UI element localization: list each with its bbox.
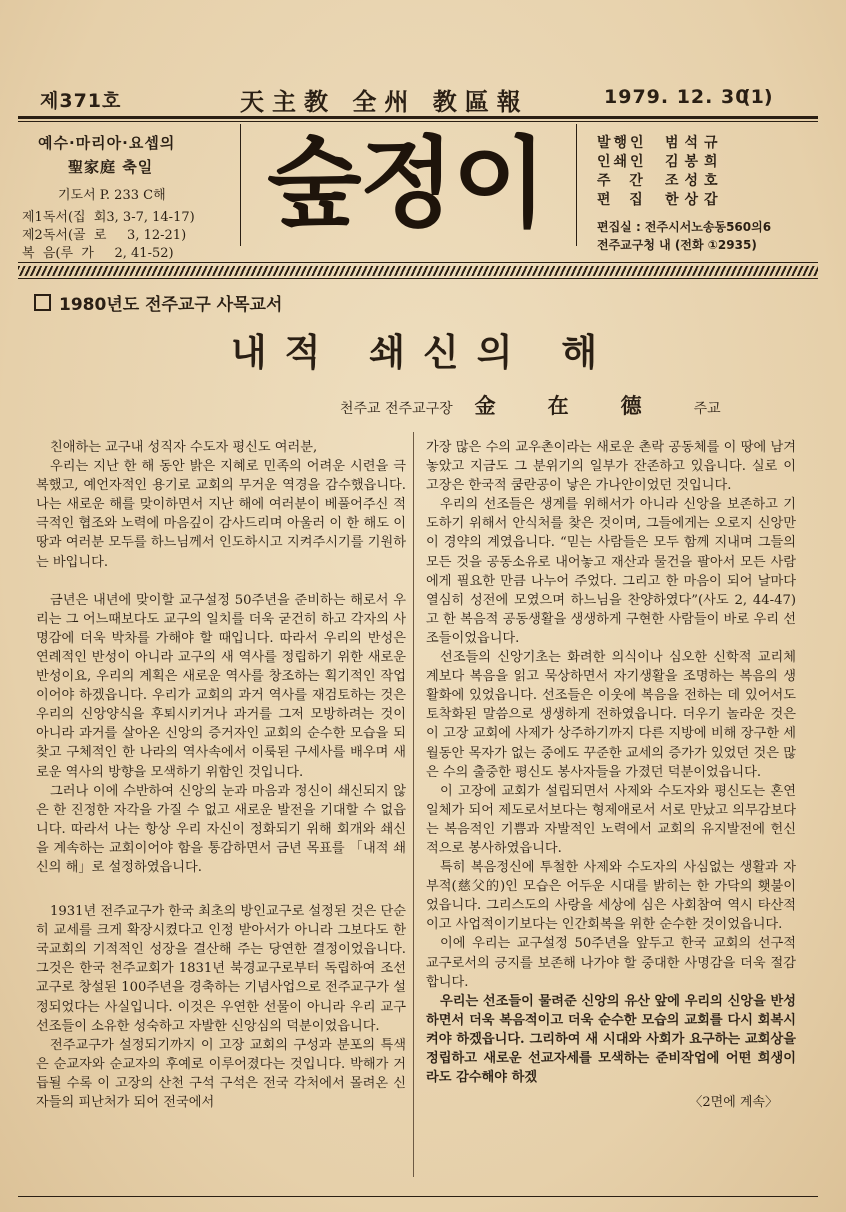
staff-publisher: 발행인 범석규 (597, 135, 724, 151)
page-bottom-rule (18, 1196, 818, 1197)
feast-line-1: 예수·마리아·요셉의 (38, 134, 176, 152)
reading-1: 제1독서(집 회3, 3-7, 14-17) (22, 210, 195, 225)
masthead-rule-bottom (18, 278, 818, 279)
address-line-1: 편집실 : 전주시서노송동560의6 (597, 220, 772, 234)
paragraph: 1931년 전주교구가 한국 최초의 방인교구로 설정된 것은 단순히 교세를 크게 확장시켰다고 인정 받아서가 아니라 그보다도 한국교회의 기적적인 성장을 결산해 주는 당연한 결정이었읍니다. 그것은 한국 천주교회가 1831년 북경교구로부터 독립하여 조선교구로 창설된 100주년을 경축하는 기념사업으로 전주교구가 설정되었다는 사실입니다. 이것은 우연한 선물이 아니라 우리 교구 선조들이 소유한 성숙하고 자발한 신앙심의 덕분이었읍니다. (36, 904, 406, 1034)
staff-printer: 인쇄인 김봉희 (597, 154, 724, 170)
masthead-top-line (30, 82, 820, 116)
staff-editor: 편 집 한상갑 (597, 192, 724, 208)
checkbox-square-icon (34, 294, 51, 311)
paragraph: 친애하는 교구내 성직자 수도자 평신도 여러분, (50, 440, 318, 455)
masthead-rule-bottom-thin (18, 262, 818, 263)
issue-number: 제371호 (40, 90, 122, 112)
issue-date: 1979. 12. 30 (604, 86, 750, 108)
masthead-rule-top-thin (18, 121, 818, 122)
reading-3: 복 음(루 가 2, 41-52) (22, 246, 174, 261)
section-label: 1980년도 전주교구 사목교서 (34, 290, 282, 315)
paragraph: 선조들의 신앙기초는 화려한 의식이나 심오한 신학적 교리체계보다 복음을 읽고 묵상하면서 자기생활을 조명하는 복음의 생활화에 있었읍니다. 선조들은 이웃에 복음을 전하는 데 있어서도 토착화된 말씀으로 생생하게 전하였읍니다. 더우기 놀라운 것은 이 고장 교회에 사제가 상주하기까지 다른 지방에 비해 장구한 세월동안 목자가 없는 중에도 꾸준한 교세의 증가가 있었던 것은 많은 수의 출중한 평신도 봉사자들을 가졌던 덕분이었읍니다. (426, 650, 796, 780)
paragraph: 전주교구가 설정되기까지 이 고장 교회의 구성과 분포의 특색은 순교자와 순교자의 후예로 이루어졌다는 것입니다. 박해가 거듭될 수록 이 고장의 산천 구석 구석은 전국 각처에서 몰려온 신자들의 피난처가 되어 전국에서 (36, 1037, 406, 1110)
publisher-box (576, 124, 823, 252)
column-divider (413, 432, 414, 1177)
article-right-column (426, 438, 796, 1110)
paper-title-logo: 숲정이 (266, 127, 545, 241)
continued-note: 〈2면에 계속〉 (689, 1095, 778, 1111)
reading-2: 제2독서(골 로 3, 12-21) (22, 228, 187, 243)
masthead-hatch-band (18, 266, 818, 276)
byline-title: 주교 (693, 401, 721, 417)
address-line-2: 전주교구청 내 (전화 ①2935) (597, 238, 757, 252)
feast-line-2: 聖家庭 축일 (68, 158, 154, 176)
paragraph: 우리의 선조들은 생계를 위해서가 아니라 신앙을 보존하고 기도하기 위해서 안식처를 찾은 것이며, 그들에게는 오로지 신앙만이 경약의 계였읍니다. “믿는 사람들은 모두 함께 지내며 그들의 모든 것을 공동소유로 내어놓고 재산과 물건을 팔아서 모든 사람에게 필요한 만큼 나누어 주었다. 그리고 한 마음이 되어 날마다 열심히 성전에 모였으며 하느님을 찬양하였다”(사도 2, 44-47)고 한 복음적 공동생활을 생생하게 구현한 사람들이 바로 우리 선조들이었읍니다. (426, 497, 796, 646)
page-number: (1) (742, 86, 773, 108)
article-left-column (36, 438, 406, 1112)
article-headline: 내적 쇄신의 해 (230, 331, 616, 374)
paragraph: 그러나 이에 수반하여 신앙의 눈과 마음과 정신이 쇄신되지 않은 한 진정한 자각을 가질 수 없고 새로운 발전을 기대할 수 없읍니다. 따라서 나는 항상 우리 자신이 정화되기 위해 회개와 쇄신을 계속하는 교회이어야 함을 통감하면서 금년 목표를 「내적 쇄신의 해」로 설정하였읍니다. (36, 783, 406, 875)
staff-chief: 주 간 조성호 (597, 173, 724, 189)
prayer-book-ref: 기도서 P. 233 C해 (58, 188, 166, 203)
paragraph: 우리는 지난 한 해 동안 밝은 지혜로 민족의 어려운 시련을 극복했고, 예언자적인 용기로 교회의 무거운 역경을 감수했읍니다. 나는 새로운 해를 맞이하면서 지난 해에 여러분이 베풀어주신 적극적인 협조와 노력에 마음깊이 감사드리며 아울러 이 한 해도 이 땅과 여러분 모두를 하느님께서 인도하시고 지켜주시기를 기원하는 바입니다. (36, 459, 406, 570)
byline-name: 金在德 (474, 393, 694, 418)
paper-kind: 天主教 全州 教區報 (240, 87, 529, 116)
paragraph: 이에 우리는 교구설정 50주년을 앞두고 한국 교회의 선구적 교구로서의 긍지를 보존해 나가야 할 중대한 사명감을 더욱 절감합니다. (426, 936, 796, 990)
paragraph: 우리는 선조들이 물려준 신앙의 유산 앞에 우리의 신앙을 반성하면서 더욱 복음적이고 더욱 순수한 모습의 교회를 다시 회복시켜야 하겠읍니다. 그리하여 새 시대와 사회가 요구하는 교회상을 정립하고 새로운 선교자세를 모색하는 준비작업에 어떤 희생이라도 감수해야 하겠 (426, 993, 796, 1086)
byline-prefix: 천주교 전주교구장 (340, 401, 453, 417)
liturgy-box (18, 124, 241, 261)
paragraph: 금년은 내년에 맞이할 교구설정 50주년을 준비하는 해로서 우리는 그 어느때보다도 교구의 일치를 더욱 굳건히 하고 각자의 사명감에 더욱 박차를 가해야 할 때입니다. 따라서 우리의 반성은 연례적인 반성이 아니라 교구의 새 역사를 정립하기 위한 새로운 반성이요, 우리의 계획은 새로운 역사를 창조하는 획기적인 작업이어야 하겠읍니다. 우리가 교회의 과거 역사를 재검토하는 것은 우리의 신앙양식을 후퇴시키거나 과거를 그저 모방하려는 것이 아니라 과거를 살아온 신앙의 증거자인 교회의 순수한 모습을 되찾고 구체적인 한 나라의 역사속에서 이룩된 구세사를 배우며 새로운 역사의 방향을 모색하기 위함인 것입니다. (36, 592, 406, 780)
paragraph: 특히 복음정신에 투철한 사제와 수도자의 사심없는 생활과 자부적(慈父的)인 모습은 어두운 시대를 밝히는 한 가닥의 횃불이었읍니다. 그리스도의 사랑을 세상에 심은 사회참여 역시 타산적이고 사업적이기보다는 인간회복을 위한 순수한 것이었읍니다. (426, 860, 796, 933)
paragraph: 이 고장에 교회가 설립되면서 사제와 수도자와 평신도는 혼연일체가 되어 제도로서보다는 형제애로서 서로 만났고 의무감보다는 복음적인 기쁨과 자발적인 노력에서 교회의 유지발전에 헌신적으로 봉사하였읍니다. (426, 783, 796, 856)
masthead-rule-top (18, 116, 818, 119)
paragraph: 가장 많은 수의 교우촌이라는 새로운 촌락 공동체를 이 땅에 남겨 놓았고 지금도 그 분위기의 일부가 잔존하고 있읍니다. 실로 이 고장은 한국적 쿰란공이 낳은 가나안이었던 것입니다. (426, 440, 796, 494)
article-byline (340, 390, 721, 420)
